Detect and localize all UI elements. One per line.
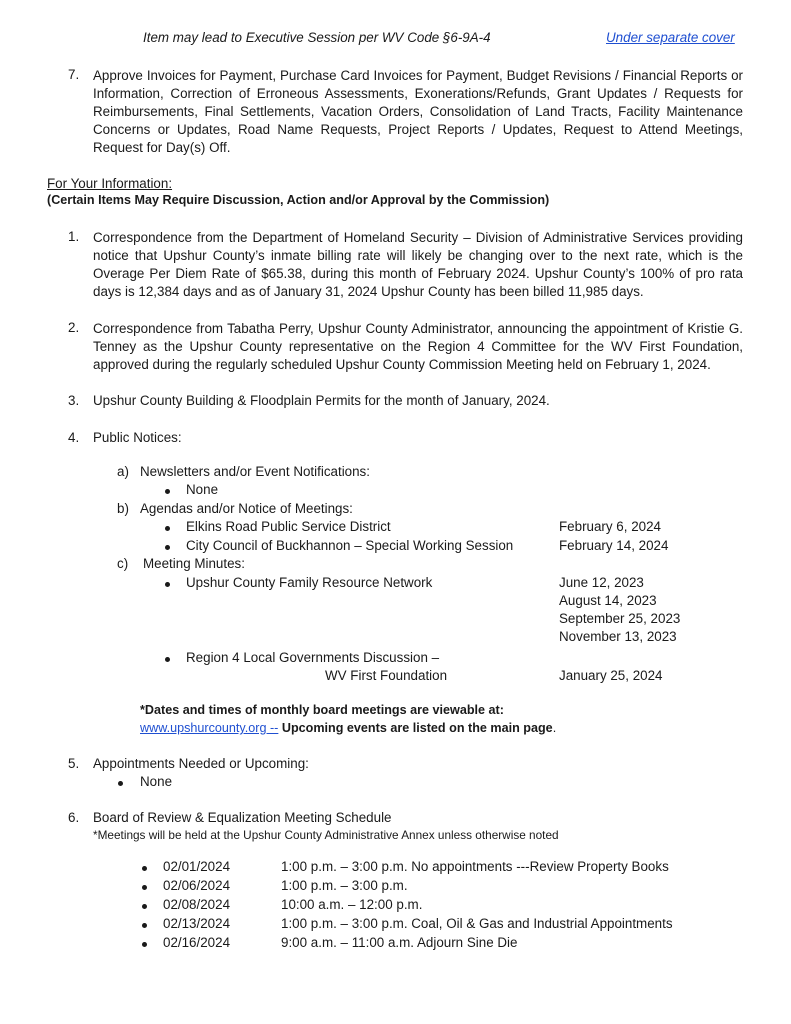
item-4-number: 4.: [68, 430, 80, 445]
bullet-icon: [142, 942, 147, 947]
fyi-subtitle: (Certain Items May Require Discussion, Action and/or Approval by the Commission): [47, 193, 550, 207]
schedule-date: 02/13/2024: [163, 916, 231, 931]
fyi-title: For Your Information:: [47, 176, 173, 191]
item-5-none: None: [140, 774, 173, 789]
bullet-icon: [142, 923, 147, 928]
schedule-date: 02/06/2024: [163, 878, 231, 893]
item-7-number: 7.: [68, 67, 80, 82]
bullet-icon: [165, 526, 170, 531]
item-3-text: Upshur County Building & Floodplain Permits for the month of January, 2024.: [93, 393, 550, 408]
schedule-date: 02/16/2024: [163, 935, 231, 950]
bullet-icon: [165, 545, 170, 550]
item-7-text: Approve Invoices for Payment, Purchase Card Invoices for Payment, Budget Revisions / Financial Reports or Information, Correction of Erroneous Assessments, Exonerations/Refunds, Grant Updates / Requests for Reimbursements, Final Settlements, Vacation Orders, Consolidation of Land Tracts, Facility Maintenance Concerns or Updates, Road Name Requests, Project Reports / Updates, Request to Attend Meetings, Request for Day(s) Off.: [93, 68, 743, 155]
agenda-item-date: February 6, 2024: [559, 519, 661, 534]
minutes-date: November 13, 2023: [559, 629, 677, 644]
schedule-time: 1:00 p.m. – 3:00 p.m. No appointments ---Review Property Books: [281, 859, 669, 874]
notice-c-title: Meeting Minutes:: [143, 556, 245, 571]
dates-note-suffix: Upcoming events are listed on the main page: [278, 721, 553, 735]
agenda-item-date: February 14, 2024: [559, 538, 669, 553]
dates-note-period: .: [552, 721, 557, 735]
notice-b-title: Agendas and/or Notice of Meetings:: [140, 501, 353, 516]
schedule-time: 10:00 a.m. – 12:00 p.m.: [281, 897, 423, 912]
minutes-item-name: Upshur County Family Resource Network: [186, 575, 433, 590]
item-1-number: 1.: [68, 229, 80, 244]
schedule-time: 9:00 a.m. – 11:00 a.m. Adjourn Sine Die: [281, 935, 518, 950]
item-4-text: Public Notices:: [93, 430, 182, 445]
dates-note-line2: [140, 721, 556, 735]
agenda-item-name: City Council of Buckhannon – Special Working Session: [186, 538, 514, 553]
schedule-date: 02/08/2024: [163, 897, 231, 912]
item-2-text: Correspondence from Tabatha Perry, Upshur County Administrator, announcing the appointment of Kristie G. Tenney as the Upshur County representative on the Region 4 Committee for the WV First Foundation, approved during the regularly scheduled Upshur County Commission Meeting held on February 1, 2024.: [93, 321, 743, 372]
separate-cover-link[interactable]: Under separate cover: [606, 30, 735, 45]
dates-note: *Dates and times of monthly board meetings are viewable at:: [140, 703, 504, 717]
item-6-note: *Meetings will be held at the Upshur County Administrative Annex unless otherwise noted: [93, 828, 559, 842]
minutes-item-name: Region 4 Local Governments Discussion –: [186, 650, 440, 665]
bullet-icon: [165, 489, 170, 494]
notice-a-label: a): [117, 464, 129, 479]
minutes-item-name-cont: WV First Foundation: [325, 668, 448, 683]
bullet-icon: [165, 582, 170, 587]
notice-b-label: b): [117, 501, 129, 516]
bullet-icon: [165, 657, 170, 662]
schedule-time: 1:00 p.m. – 3:00 p.m. Coal, Oil & Gas and Industrial Appointments: [281, 916, 673, 931]
website-link[interactable]: www.upshurcounty.org --: [140, 721, 279, 735]
bullet-icon: [142, 866, 147, 871]
item-1-text: Correspondence from the Department of Homeland Security – Division of Administrative Services providing notice that Upshur County’s inmate billing rate will likely be changing over to the next rate, which is the Overage Per Diem Rate of $65.38, during this month of February 2024. Upshur County’s 100% of pro rata days is 12,384 days and as of January 31, 2024 Upshur County has been billed 11,985 days.: [93, 230, 743, 299]
bullet-icon: [142, 885, 147, 890]
minutes-date: September 25, 2023: [559, 611, 681, 626]
minutes-date: August 14, 2023: [559, 593, 657, 608]
item-5-text: Appointments Needed or Upcoming:: [93, 756, 309, 771]
minutes-date: June 12, 2023: [559, 575, 644, 590]
notice-a-none: None: [186, 482, 219, 497]
bullet-icon: [118, 781, 123, 786]
notice-c-label: c): [117, 556, 129, 571]
item-6-text: Board of Review & Equalization Meeting Schedule: [93, 810, 392, 825]
item-2-number: 2.: [68, 320, 80, 335]
item-5-number: 5.: [68, 756, 80, 771]
agenda-item-name: Elkins Road Public Service District: [186, 519, 391, 534]
schedule-time: 1:00 p.m. – 3:00 p.m.: [281, 878, 408, 893]
executive-session-note: Item may lead to Executive Session per WV Code §6-9A-4: [143, 30, 491, 45]
schedule-date: 02/01/2024: [163, 859, 231, 874]
item-3-number: 3.: [68, 393, 80, 408]
minutes-date: January 25, 2024: [559, 668, 663, 683]
bullet-icon: [142, 904, 147, 909]
item-6-number: 6.: [68, 810, 80, 825]
notice-a-title: Newsletters and/or Event Notifications:: [140, 464, 370, 479]
